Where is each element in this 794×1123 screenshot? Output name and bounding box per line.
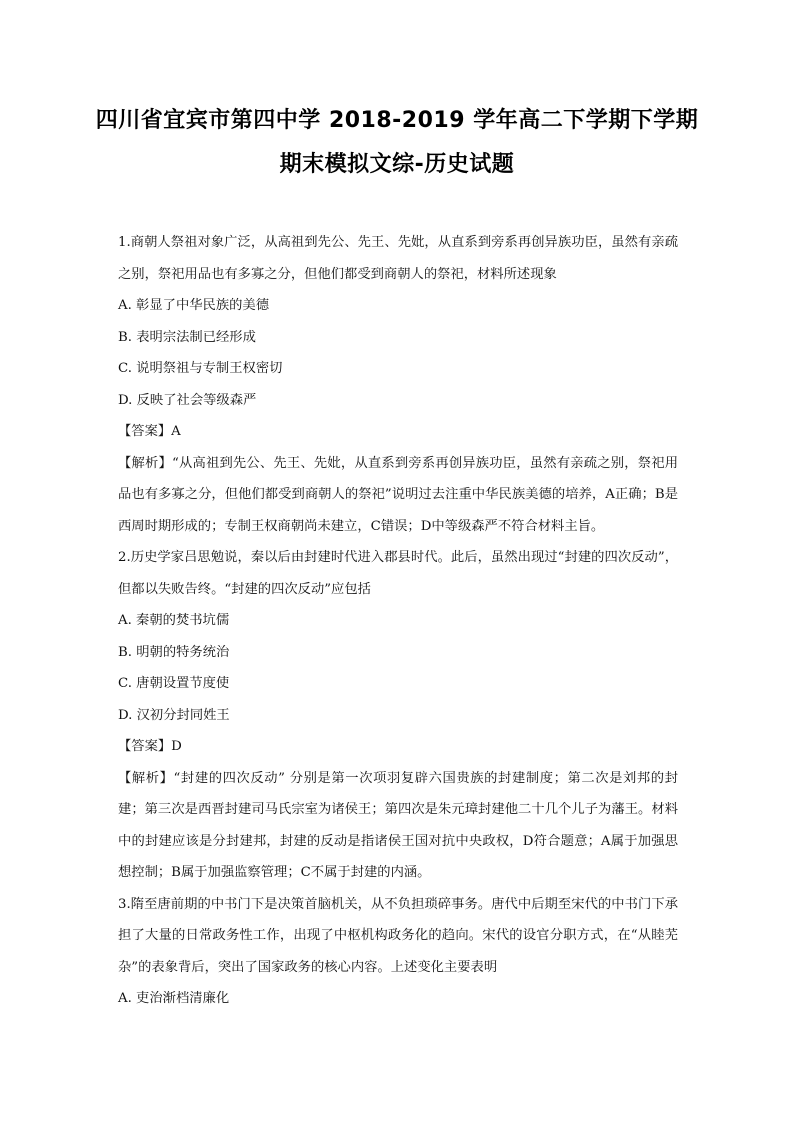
analysis: 【解析】“从高祖到先公、先王、先妣，从直系到旁系再创异族功臣，虽然有亲疏之别，祭祀用品也有多寡之分，但他们都受到商朝人的祭祀”说明过去注重中华民族美德的培养，A正确；B是西周时期形成的；专制王权商朝尚未建立，C错误；D中等级森严不符合材料主旨。: [118, 455, 678, 534]
option-d: D. 反映了社会等级森严: [118, 392, 257, 408]
document-title-line-2: 期末模拟文综-历史试题: [279, 152, 515, 177]
question-stem: 1.商朝人祭祖对象广泛，从高祖到先公、先王、先妣，从直系到旁系再创异族功臣，虽然有亲疏之别，祭祀用品也有多寡之分，但他们都受到商朝人的祭祀，材料所述现象: [118, 235, 678, 282]
answer: 【答案】A: [118, 424, 181, 439]
document-title-line-1: 四川省宜宾市第四中学 2018-2019 学年高二下学期下学期: [95, 108, 699, 133]
option-d: D. 汉初分封同姓王: [118, 707, 230, 723]
answer: 【答案】D: [118, 739, 182, 754]
option-c: C. 说明祭祖与专制王权密切: [118, 361, 283, 376]
option-b: B. 表明宗法制已经形成: [118, 329, 256, 345]
question-stem: 2.历史学家吕思勉说，秦以后由封建时代进入郡县时代。此后，虽然出现过“封建的四次反动”，但都以失败告终。“封建的四次反动”应包括: [118, 550, 678, 597]
option-c: C. 唐朝设置节度使: [118, 676, 230, 691]
option-a: A. 吏治渐档清廉化: [118, 991, 230, 1006]
analysis: 【解析】“封建的四次反动” 分别是第一次项羽复辟六国贵族的封建制度；第二次是刘邦的封建；第三次是西晋封建司马氏宗室为诸侯王；第四次是朱元璋封建他二十几个儿子为藩王。材料中的封建应该是分封建邦，封建的反动是指诸侯王国对抗中央政权，D符合题意；A属于加强思想控制；B属于加强监察管理；C不属于封建的内涵。: [118, 770, 678, 880]
question-3: [118, 889, 678, 1015]
option-a: A. 秦朝的焚书坑儒: [118, 613, 230, 628]
question-stem: 3.隋至唐前期的中书门下是决策首脑机关，从不负担琐碎事务。唐代中后期至宋代的中书门下承担了大量的日常政务性工作，出现了中枢机构政务化的趋向。宋代的设官分职方式，在“从睦芜杂”的表象背后，突出了国家政务的核心内容。上述变化主要表明: [118, 896, 678, 975]
question-2: [118, 542, 678, 889]
option-b: B. 明朝的特务统治: [118, 644, 230, 660]
option-a: A. 彰显了中华民族的美德: [118, 298, 270, 313]
question-list: [118, 227, 678, 1015]
question-1: [118, 227, 678, 542]
